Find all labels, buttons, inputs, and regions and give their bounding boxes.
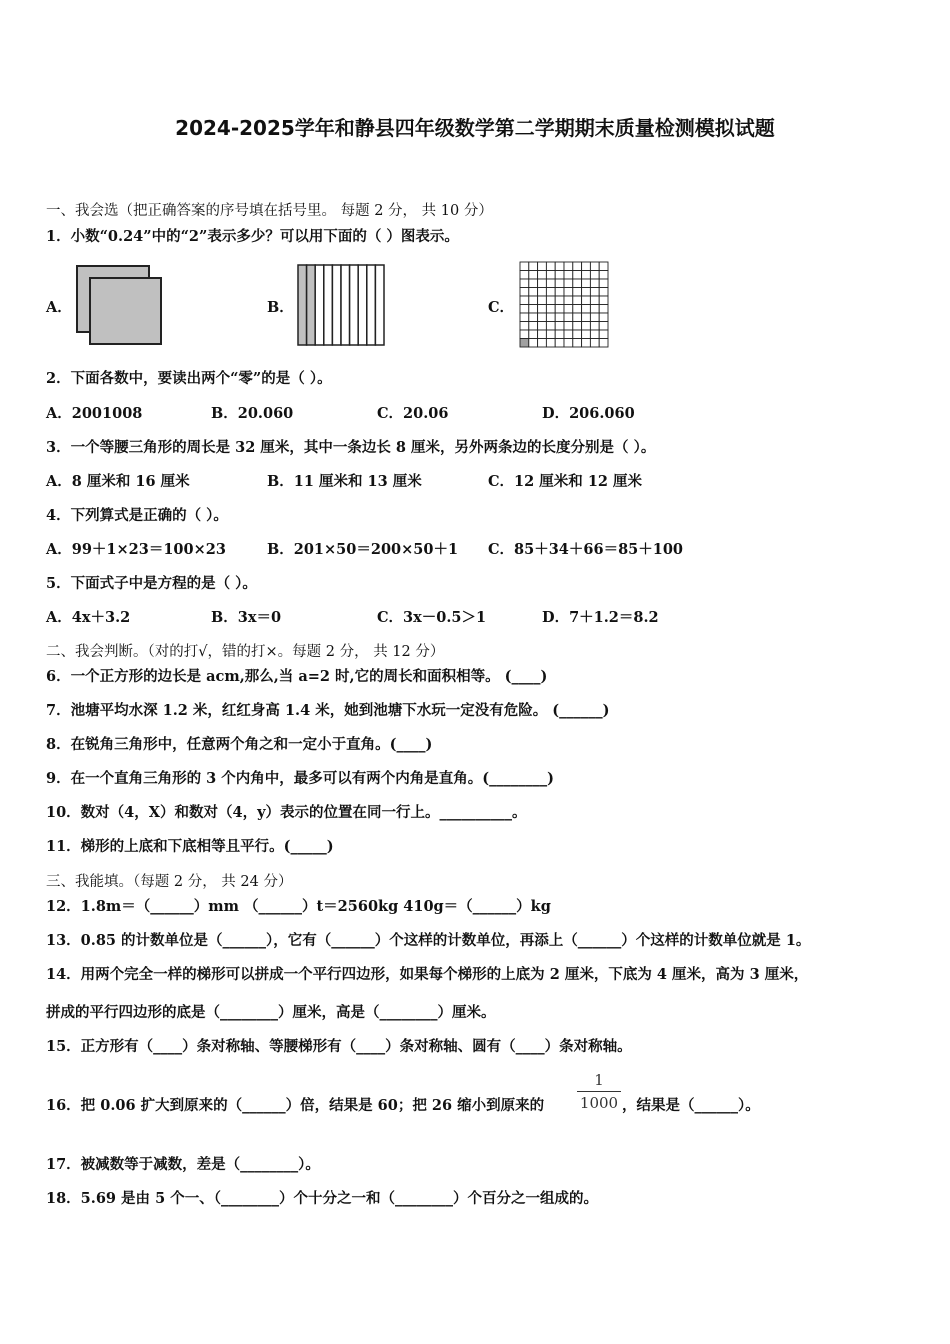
- q1-figure-a: [76, 265, 166, 347]
- strip: [350, 265, 359, 345]
- grid-cell: [582, 271, 591, 280]
- question-4: 4．下列算式是正确的（ ）。: [46, 507, 228, 524]
- question-14-line-2: 拼成的平行四边形的底是（________）厘米，高是（________）厘米。: [46, 1004, 496, 1021]
- grid-cell: [582, 313, 591, 322]
- grid-cell: [564, 313, 573, 322]
- grid-cell: [599, 288, 608, 297]
- grid-cell: [582, 279, 591, 288]
- grid-cell: [599, 305, 608, 314]
- strip: [307, 265, 316, 345]
- grid-cell: [590, 322, 599, 331]
- grid-cell: [520, 322, 529, 331]
- grid-cell: [538, 296, 547, 305]
- question-9: 9．在一个直角三角形的 3 个内角中，最多可以有两个内角是直角。(________): [46, 770, 554, 787]
- grid-cell: [520, 305, 529, 314]
- grid-cell: [599, 262, 608, 271]
- section-1-heading: 一、我会选（把正确答案的序号填在括号里。 每题 2 分， 共 10 分）: [46, 203, 493, 219]
- grid-cell: [529, 330, 538, 339]
- question-5: 5．下面式子中是方程的是（ ）。: [46, 575, 257, 592]
- grid-cell: [564, 296, 573, 305]
- grid-cell: [520, 271, 529, 280]
- grid-cell: [538, 330, 547, 339]
- grid-cell: [529, 288, 538, 297]
- grid-cell: [546, 313, 555, 322]
- grid-cell: [590, 305, 599, 314]
- grid-cell: [546, 262, 555, 271]
- q4-option-c: C．85＋34＋66＝85＋100: [488, 541, 684, 558]
- grid-cell: [582, 322, 591, 331]
- grid-cell: [564, 305, 573, 314]
- grid-cell: [529, 271, 538, 280]
- grid-cell: [520, 262, 529, 271]
- grid-cell: [599, 296, 608, 305]
- grid-cell: [564, 262, 573, 271]
- grid-cell: [529, 279, 538, 288]
- grid-cell: [564, 271, 573, 280]
- q4-option-b: B．201×50＝200×50＋1: [267, 541, 459, 558]
- grid-cell: [582, 305, 591, 314]
- fraction-one-thousandth: [577, 1070, 621, 1113]
- grid-cell: [590, 262, 599, 271]
- grid-cell: [573, 288, 582, 297]
- strip: [358, 265, 367, 345]
- question-10: 10．数对（4，X）和数对（4，y）表示的位置在同一行上。__________。: [46, 804, 527, 821]
- q2-option-a: A．2001008: [46, 405, 143, 422]
- q4-option-a: A．99＋1×23＝100×23: [46, 541, 226, 558]
- grid-cell: [582, 339, 591, 348]
- grid-cell: [529, 296, 538, 305]
- grid-cell: [538, 313, 547, 322]
- grid-cell: [520, 330, 529, 339]
- q3-option-a: A．8 厘米和 16 厘米: [46, 473, 190, 490]
- grid-cell: [582, 330, 591, 339]
- q1-figure-c: [519, 261, 611, 349]
- strip: [341, 265, 350, 345]
- grid-cell: [590, 339, 599, 348]
- grid-cell: [555, 296, 564, 305]
- grid-cell: [546, 305, 555, 314]
- grid-cell: [555, 339, 564, 348]
- question-1: 1．小数“0.24”中的“2”表示多少？可以用下面的（ ）图表示。: [46, 228, 459, 245]
- strip: [332, 265, 341, 345]
- grid-cell: [599, 313, 608, 322]
- grid-cell-shaded: [520, 339, 529, 348]
- grid-cell: [582, 262, 591, 271]
- question-6: 6．一个正方形的边长是 acm,那么,当 a=2 时,它的周长和面积相等。 (____): [46, 668, 548, 685]
- grid-cell: [555, 305, 564, 314]
- fraction-numerator: 1: [594, 1071, 604, 1089]
- grid-cell: [573, 330, 582, 339]
- grid-cell: [546, 322, 555, 331]
- strip: [367, 265, 376, 345]
- grid-cell: [564, 330, 573, 339]
- grid-cell: [590, 313, 599, 322]
- q1-option-a-label: A．: [46, 299, 72, 316]
- q1-figure-b: [297, 264, 387, 348]
- grid-cell: [546, 288, 555, 297]
- strip: [375, 265, 384, 345]
- grid-cell: [573, 322, 582, 331]
- question-3: 3．一个等腰三角形的周长是 32 厘米，其中一条边长 8 厘米，另外两条边的长度分别是（ ）。: [46, 439, 656, 456]
- grid-cell: [538, 288, 547, 297]
- q1-option-b-label: B．: [267, 299, 294, 316]
- q2-option-d: D．206.060: [542, 405, 635, 422]
- grid-cell: [520, 279, 529, 288]
- grid-cell: [555, 262, 564, 271]
- grid-cell: [546, 271, 555, 280]
- q5-option-c: C．3x－0.5＞1: [377, 609, 487, 626]
- grid-cell: [582, 288, 591, 297]
- grid-cell: [590, 279, 599, 288]
- q3-option-b: B．11 厘米和 13 厘米: [267, 473, 422, 490]
- grid-cell: [520, 288, 529, 297]
- strip: [324, 265, 333, 345]
- grid-cell: [529, 313, 538, 322]
- grid-cell: [538, 271, 547, 280]
- question-14-line-1: 14．用两个完全一样的梯形可以拼成一个平行四边形，如果每个梯形的上底为 2 厘米，下底为 4 厘米，高为 3 厘米，: [46, 966, 809, 983]
- grid-cell: [538, 339, 547, 348]
- question-13: 13．0.85 的计数单位是（______），它有（______）个这样的计数单位，再添上（______）个这样的计数单位就是 1。: [46, 932, 811, 949]
- grid-cell: [590, 271, 599, 280]
- q5-option-d: D．7＋1.2＝8.2: [542, 609, 659, 626]
- grid-cell: [538, 322, 547, 331]
- question-17: 17．被减数等于减数，差是（________）。: [46, 1156, 320, 1173]
- question-12: 12．1.8m＝（______）mm （______）t＝2560kg 410g＝（______）kg: [46, 898, 551, 915]
- question-15: 15．正方形有（____）条对称轴、等腰梯形有（____）条对称轴、圆有（____）条对称轴。: [46, 1038, 632, 1055]
- grid-cell: [564, 288, 573, 297]
- grid-cell: [590, 296, 599, 305]
- section-2-heading: 二、我会判断。（对的打√，错的打×。每题 2 分， 共 12 分）: [46, 644, 445, 660]
- grid-cell: [555, 330, 564, 339]
- grid-cell: [590, 330, 599, 339]
- grid-cell: [599, 279, 608, 288]
- strip: [315, 265, 324, 345]
- grid-cell: [555, 279, 564, 288]
- q5-option-b: B．3x＝0: [211, 609, 282, 626]
- page-title: 2024-2025学年和静县四年级数学第二学期期末质量检测模拟试题: [175, 116, 775, 140]
- question-16-part-1: 16．把 0.06 扩大到原来的（______）倍，结果是 60；把 26 缩小到原来的: [46, 1097, 545, 1114]
- grid-cell: [529, 339, 538, 348]
- grid-cell: [573, 279, 582, 288]
- question-8: 8．在锐角三角形中，任意两个角之和一定小于直角。(____): [46, 736, 433, 753]
- grid-cell: [582, 296, 591, 305]
- question-18: 18．5.69 是由 5 个一、（________）个十分之一和（________）个百分之一组成的。: [46, 1190, 598, 1207]
- q5-option-a: A．4x＋3.2: [46, 609, 131, 626]
- question-11: 11．梯形的上底和下底相等且平行。(_____): [46, 838, 334, 855]
- grid-cell: [529, 305, 538, 314]
- grid-cell: [599, 322, 608, 331]
- strip: [298, 265, 307, 345]
- fraction-denominator: 1000: [579, 1094, 619, 1112]
- question-16-part-2: ，结果是（______）。: [622, 1097, 760, 1114]
- grid-cell: [573, 313, 582, 322]
- q2-option-c: C．20.06: [377, 405, 449, 422]
- grid-cell: [538, 305, 547, 314]
- grid-cell: [573, 271, 582, 280]
- grid-cell: [573, 262, 582, 271]
- grid-cell: [529, 322, 538, 331]
- grid-cell: [520, 296, 529, 305]
- section-3-heading: 三、我能填。（每题 2 分， 共 24 分）: [46, 874, 293, 890]
- grid-cell: [538, 279, 547, 288]
- question-2: 2．下面各数中，要读出两个“零”的是（ ）。: [46, 370, 332, 387]
- grid-cell: [555, 271, 564, 280]
- grid-cell: [564, 322, 573, 331]
- grid-cell: [564, 339, 573, 348]
- q3-option-c: C．12 厘米和 12 厘米: [488, 473, 643, 490]
- grid-cell: [573, 305, 582, 314]
- grid-cell: [546, 330, 555, 339]
- grid-cell: [546, 339, 555, 348]
- grid-cell: [599, 271, 608, 280]
- grid-cell: [538, 262, 547, 271]
- grid-cell: [520, 313, 529, 322]
- grid-cell: [599, 330, 608, 339]
- grid-cell: [590, 288, 599, 297]
- grid-cell: [564, 279, 573, 288]
- q1-option-c-label: C．: [488, 299, 515, 316]
- grid-cell: [529, 262, 538, 271]
- grid-cell: [599, 339, 608, 348]
- grid-cell: [573, 339, 582, 348]
- question-7: 7．池塘平均水深 1.2 米，红红身高 1.4 米，她到池塘下水玩一定没有危险。 (______): [46, 702, 610, 719]
- grid-cell: [555, 313, 564, 322]
- grid-cell: [546, 279, 555, 288]
- grid-cell: [546, 296, 555, 305]
- grid-cell: [555, 322, 564, 331]
- q2-option-b: B．20.060: [211, 405, 294, 422]
- fraction-bar: [577, 1091, 621, 1092]
- grid-cell: [573, 296, 582, 305]
- grid-cell: [555, 288, 564, 297]
